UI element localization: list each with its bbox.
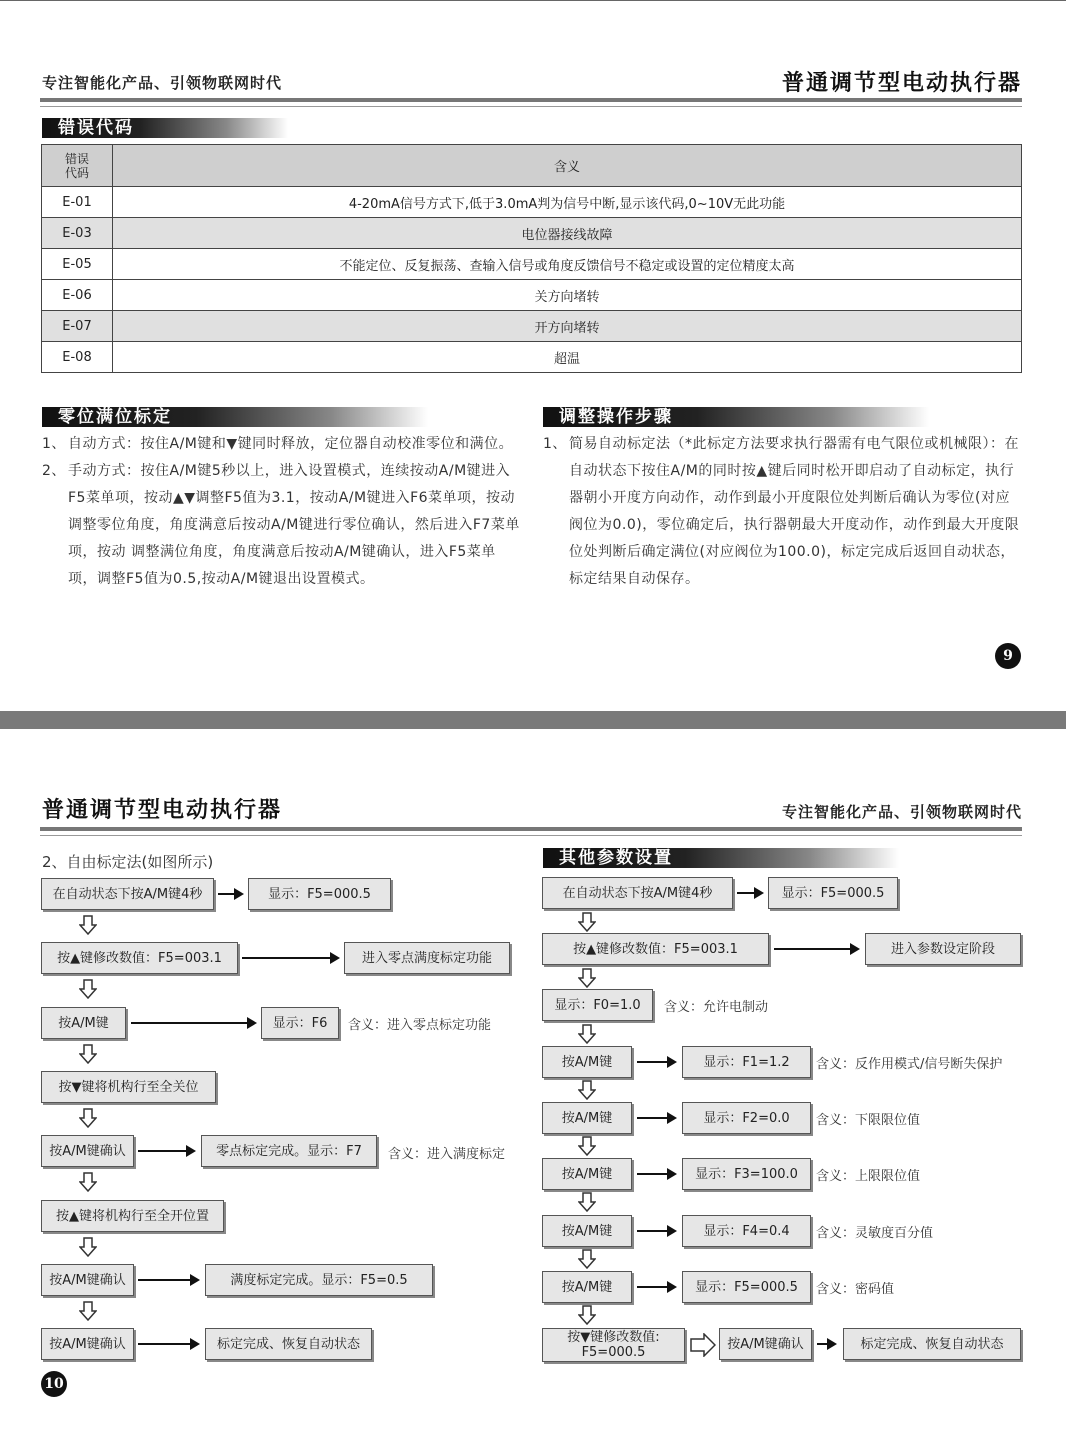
down-arrow-icon [79,1108,97,1128]
param-confirm-final: 按A/M键确认 [719,1328,812,1360]
table-row [42,218,1022,249]
arrow-right [138,1343,198,1345]
flow-step-move-close: 按▼键将机构行至全关位 [41,1071,216,1103]
arrow-right [218,893,242,895]
flow-step-confirm-final: 按A/M键确认 [41,1328,134,1360]
header-rule [40,827,1022,831]
page-number-10: 10 [41,1371,67,1397]
table-row [42,280,1022,311]
param-note-f4: 含义：灵敏度百分值 [816,1226,934,1241]
header-rule-thin [40,835,1022,836]
table-row [42,249,1022,280]
adjust-steps-section-title: 调整操作步骤 [543,407,929,427]
arrow-right [637,1230,675,1232]
item-text: 手动方式：按住A/M键5秒以上，进入设置模式，连续按动A/M键进入F5菜单项，按动▲▼调整F5值为3.1，按动A/M键进入F6菜单项，按动调整零位角度，角度满意后按动A/M键进行零位确认，然后进入F7菜单项，按动 调整满位角度，角度满意后按动A/M键确认，进入F5菜单项，调整F5值为0.5,按动A/M键退出设置模式。 [68,463,520,587]
down-arrow-icon [578,968,596,988]
down-arrow-icon [578,1024,596,1044]
param-enter-settings: 进入参数设定阶段 [865,933,1021,965]
arrow-right [138,1279,198,1281]
param-note-f5: 含义：密码值 [816,1282,895,1297]
adjust-steps-instructions [543,431,1023,593]
error-code: E-08 [42,342,113,373]
flow-note-zero: 含义：进入零点标定功能 [348,1018,492,1033]
list-item [543,431,1023,593]
error-code: E-06 [42,280,113,311]
col-header-code: 错误 代码 [42,145,113,187]
param-press-am: 按A/M键 [542,1215,632,1247]
page-number-9: 9 [995,643,1021,669]
param-display-f1: 显示：F1=1.2 [682,1046,811,1078]
header-rule [40,98,1022,102]
param-press-am: 按A/M键 [542,1102,632,1134]
down-arrow-icon [578,912,596,932]
error-meaning: 开方向堵转 [113,311,1022,342]
down-arrow-icon [578,1249,596,1269]
flow-step-modify-f5: 按▲键修改数值：F5=003.1 [41,942,238,974]
arrow-right [817,1343,835,1345]
flow-zero-done: 零点标定完成。显示：F7 [201,1135,377,1167]
param-note-f1: 含义：反作用模式/信号断失保护 [816,1057,1003,1072]
param-press-am: 按A/M键 [542,1271,632,1303]
error-meaning: 关方向堵转 [113,280,1022,311]
param-display-f3: 显示：F3=100.0 [682,1158,811,1190]
item-text: 自动方式：按住A/M键和▼键同时释放，定位器自动校准零位和满位。 [68,436,514,452]
error-code: E-03 [42,218,113,249]
param-step-modify-f5: 按▲键修改数值：F5=003.1 [542,933,769,965]
item-number: 1、 [42,436,66,452]
param-note-f2: 含义：下限限位值 [816,1113,921,1128]
down-arrow-icon [79,915,97,935]
arrow-right [737,892,762,894]
arrow-right [131,1022,255,1024]
flow-step-hold-am: 在自动状态下按A/M键4秒 [41,878,214,910]
param-display-f2: 显示：F2=0.0 [682,1102,811,1134]
table-row [42,342,1022,373]
error-meaning: 电位器接线故障 [113,218,1022,249]
item-number: 1、 [543,436,567,452]
down-arrow-icon [79,979,97,999]
param-note-f3: 含义：上限限位值 [816,1169,921,1184]
down-arrow-icon [578,1136,596,1156]
page-divider [0,711,1066,729]
param-display-f5-final: 显示：F5=000.5 [682,1271,811,1303]
error-code-table [41,144,1022,373]
flow-enter-calibration: 进入零点满度标定功能 [344,942,510,974]
hollow-right-arrow-icon [690,1333,716,1357]
list-item [42,458,524,593]
param-display-f5: 显示：F5=000.5 [768,877,898,909]
param-press-am: 按A/M键 [542,1046,632,1078]
page-9 [0,0,1066,710]
param-display-f4: 显示：F4=0.4 [682,1215,811,1247]
header-rule-thin [40,106,1022,107]
flow-step-confirm-full: 按A/M键确认 [41,1264,134,1296]
down-arrow-icon [79,1301,97,1321]
param-step-hold-am: 在自动状态下按A/M键4秒 [542,877,733,909]
error-meaning: 不能定位、反复振荡、查输入信号或角度反馈信号不稳定或设置的定位精度太高 [113,249,1022,280]
error-meaning: 4-20mA信号方式下,低于3.0mA判为信号中断,显示该代码,0~10V无此功能 [113,187,1022,218]
col-header-meaning: 含义 [113,145,1022,187]
flow-step-press-am: 按A/M键 [41,1007,126,1039]
zero-full-instructions [42,431,524,593]
arrow-right [774,948,858,950]
table-row [42,311,1022,342]
flow-calibration-complete: 标定完成、恢复自动状态 [205,1328,372,1360]
table-row [42,187,1022,218]
item-number: 2、 [42,463,66,479]
flow-step-move-open: 按▲键将机构行至全开位置 [41,1200,224,1232]
param-step-modify-password: 按▼键修改数值: F5=000.5 [542,1328,685,1362]
error-code: E-01 [42,187,113,218]
param-display-f0: 显示：F0=1.0 [542,989,653,1021]
arrow-right [242,957,338,959]
top-edge [0,0,1066,1]
arrow-right [637,1061,675,1063]
arrow-right [637,1173,675,1175]
flow-step-confirm-zero: 按A/M键确认 [41,1135,134,1167]
down-arrow-icon [79,1237,97,1257]
flow-note-full: 含义：进入满度标定 [388,1147,506,1162]
error-code-section-title: 错误代码 [42,118,288,138]
item-text: 简易自动标定法（*此标定方法要求执行器需有电气限位或机械限）：在自动状态下按住A/M的同时按▲键后同时松开即启动了自动标定，执行器朝小开度方向动作，动作到最小开度限位处判断后确认为零位(对应阀位为0.0)，零位确定后，执行器朝最大开度动作，动作到最大开度限位处判断后确定满位(对应阀位为100.0)，标定完成后返回自动状态，标定结果自动保存。 [569,436,1020,587]
other-params-section-title: 其他参数设置 [543,848,899,868]
flow-display-f5: 显示：F5=000.5 [248,878,391,910]
page10-title: 普通调节型电动执行器 [42,798,283,823]
down-arrow-icon [79,1044,97,1064]
page9-slogan: 专注智能化产品、引领物联网时代 [42,74,283,92]
down-arrow-icon [578,1080,596,1100]
zero-full-section-title: 零位满位标定 [42,407,428,427]
error-meaning: 超温 [113,342,1022,373]
param-note-f0: 含义：允许电制动 [664,1000,769,1015]
down-arrow-icon [79,1172,97,1192]
arrow-right [637,1117,675,1119]
free-calibration-title: 2、自由标定法(如图所示) [42,853,214,871]
page9-title: 普通调节型电动执行器 [781,71,1022,96]
param-complete: 标定完成、恢复自动状态 [843,1328,1021,1360]
param-press-am: 按A/M键 [542,1158,632,1190]
arrow-right [637,1286,675,1288]
error-code: E-05 [42,249,113,280]
page10-slogan: 专注智能化产品、引领物联网时代 [781,803,1022,821]
flow-display-f6: 显示：F6 [261,1007,339,1039]
flow-full-done: 满度标定完成。显示：F5=0.5 [205,1264,433,1296]
list-item [42,431,524,458]
arrow-right [138,1150,194,1152]
error-code: E-07 [42,311,113,342]
down-arrow-icon [578,1305,596,1325]
down-arrow-icon [578,1192,596,1212]
